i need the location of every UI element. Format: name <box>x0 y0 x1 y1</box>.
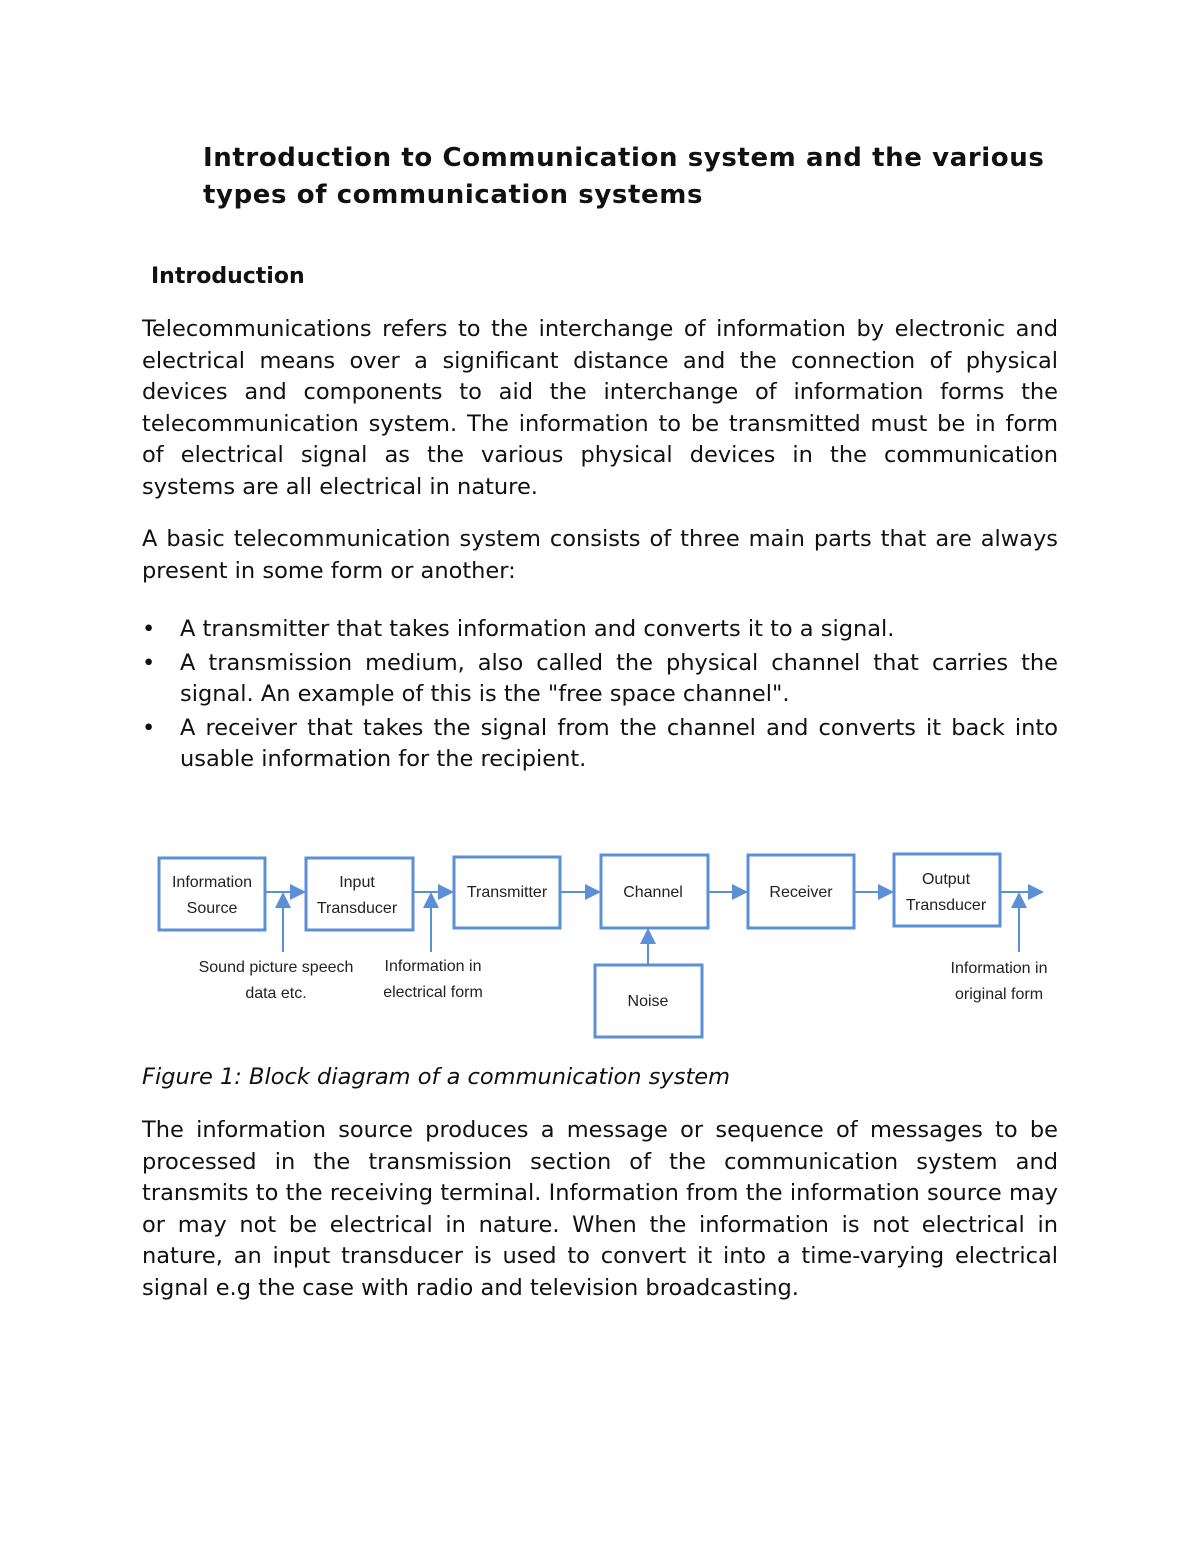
diagram-label: electrical form <box>383 984 483 1001</box>
paragraph-parts: A basic telecommunication system consists of three main parts that are always present in some form or another: <box>142 526 1058 584</box>
block-label: Transducer <box>316 900 398 917</box>
block-label: Transmitter <box>466 884 548 901</box>
diagram-label: original form <box>954 986 1044 1003</box>
block-information-source <box>159 858 265 930</box>
block-label: Source <box>186 900 238 917</box>
list-item-text: A receiver that takes the signal from the channel and converts it back into usable information for the recipient. <box>180 714 1058 773</box>
diagram-label: data etc. <box>245 985 307 1002</box>
block-label: Receiver <box>769 884 833 901</box>
paragraph-information-source: The information source produces a message or sequence of messages to be processed in the transmission section of the communication system and transmits to the receiving terminal. Information from the information source may or may not be electrical in nature. When the information is not electrical in nature, an input transducer is used to convert it into a time-varying electrical signal e.g the case with radio and television broadcasting. <box>142 1117 1058 1301</box>
block-label: Noise <box>627 993 669 1010</box>
block-input-transducer <box>306 858 413 930</box>
bullet-icon: • <box>142 714 156 741</box>
bullet-icon: • <box>142 616 156 642</box>
document-title: Introduction to Communication system and the various types of communication systems <box>203 143 1045 210</box>
bullet-icon: • <box>142 649 156 676</box>
block-output-transducer <box>894 854 1000 926</box>
block-label: Transducer <box>905 897 987 914</box>
diagram-label: Sound picture speech <box>198 959 354 976</box>
paragraph-intro: Telecommunications refers to the interchange of information by electronic and electrical means over a significant distance and the connection of physical devices and components to aid the interchange of information forms the telecommunication system. The information to be transmitted must be in form of electrical signal as the various physical devices in the communication systems are all electrical in nature. <box>142 316 1058 500</box>
list-item-text: A transmission medium, also called the physical channel that carries the signal. An example of this is the "free space channel". <box>180 649 1058 708</box>
list-item-text: A transmitter that takes information and converts it to a signal. <box>180 616 895 642</box>
block-label: Channel <box>623 884 683 901</box>
diagram-label: Information in <box>950 960 1048 977</box>
diagram-label: Information in <box>384 958 482 975</box>
block-label: Information <box>171 874 253 891</box>
section-heading: Introduction <box>151 264 305 289</box>
block-label: Input <box>339 874 375 891</box>
block-label: Output <box>921 871 971 888</box>
figure-caption: Figure 1: Block diagram of a communication system <box>142 1064 731 1090</box>
